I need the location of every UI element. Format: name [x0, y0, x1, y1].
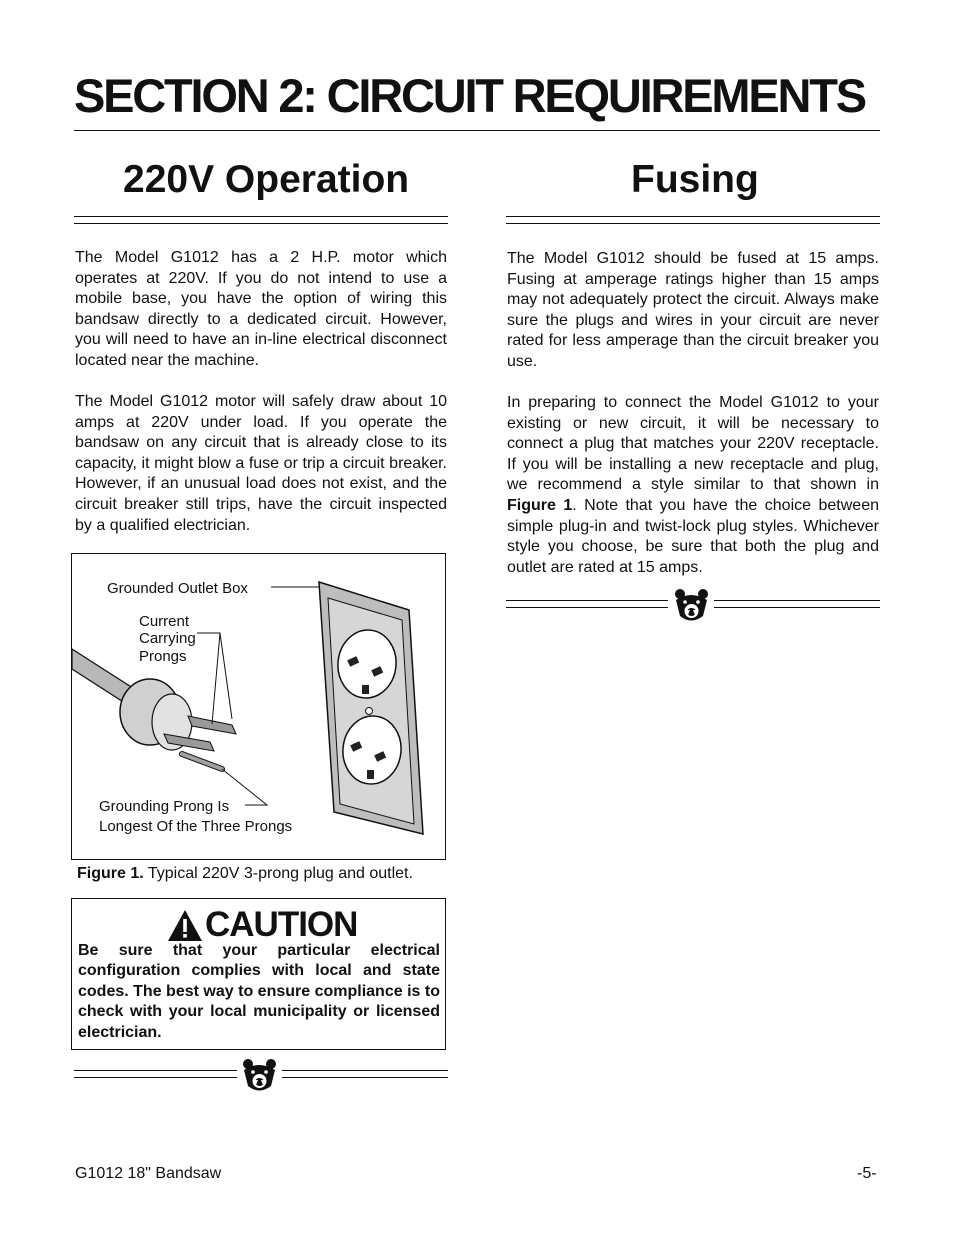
divider-rule-right — [282, 1070, 448, 1078]
divider-rule-left — [74, 1070, 237, 1078]
label-current-1: Current — [139, 613, 190, 630]
label-current-3: Prongs — [139, 648, 187, 665]
figure-1-illustration — [71, 553, 446, 860]
divider-rule-left-2 — [506, 600, 668, 608]
paragraph-220v-1: The Model G1012 has a 2 H.P. motor which operates at 220V. If you do not intend to use a mobile base, you have the option of wiring this bandsaw directly to a dedicated circuit. However, you will need to have an in-line electrical disconnect located near the machine. — [75, 249, 447, 369]
divider-rule-right-2 — [714, 600, 880, 608]
heading-double-rule-right — [506, 216, 880, 224]
bear-logo-icon — [241, 1058, 278, 1094]
figure-1-reference: Figure 1 — [507, 496, 573, 514]
footer-model: G1012 18" Bandsaw — [75, 1165, 222, 1182]
paragraph-fusing-2-a: In preparing to connect the Model G1012 to your existing or new circuit, it will be necessary to connect a plug that matches your 220V receptacle. If you will be installing a new receptacle and plug, we recommend a style similar to that shown in — [507, 394, 879, 494]
heading-fusing: Fusing — [631, 158, 759, 201]
figure-caption-text: Typical 220V 3-prong plug and outlet. — [143, 865, 413, 882]
paragraph-fusing-2-b: . Note that you have the choice between simple plug-in and twist-lock plug styles. Whichever style you choose, be sure that both the plug and outlet are rated at 15 amps. — [507, 496, 879, 576]
label-grounding-1: Grounding Prong Is — [99, 798, 230, 815]
warning-triangle-icon — [167, 909, 203, 942]
label-grounded-outlet-box: Grounded Outlet Box — [107, 580, 248, 597]
page-title: SECTION 2: CIRCUIT REQUIREMENTS — [74, 69, 865, 122]
plug-outlet-diagram — [72, 554, 445, 859]
label-grounding-2: Longest Of the Three Prongs — [99, 818, 293, 835]
heading-double-rule — [74, 216, 448, 224]
figure-caption-label: Figure 1. — [77, 865, 144, 882]
figure-1-caption — [77, 864, 413, 884]
label-current-2: Carrying — [139, 630, 196, 647]
caution-header — [167, 905, 357, 945]
caution-title: CAUTION — [205, 905, 358, 944]
caution-text: Be sure that your particular electrical configuration complies with local and state codes. The best way to ensure compliance is to check with your local municipality or licensed electrician. — [78, 942, 440, 1041]
paragraph-fusing-1: The Model G1012 should be fused at 15 amps. Fusing at amperage ratings higher than 15 amps may not adequately protect the circuit. Always make sure the plugs and wires in your circuit are never rated for less amperage than the circuit breaker you use. — [507, 250, 879, 370]
paragraph-220v-2: The Model G1012 motor will safely draw about 10 amps at 220V under load. If you operate the bandsaw on any circuit that is already close to its capacity, it might blow a fuse or trip a circuit breaker. However, if an unusual load does not exist, and the circuit breaker still trips, have the circuit inspected by a qualified electrician. — [75, 393, 447, 534]
heading-220v-operation: 220V Operation — [123, 158, 410, 201]
bear-logo-icon — [673, 588, 710, 624]
caution-box — [71, 898, 446, 1050]
title-rule — [74, 130, 880, 131]
footer-page-number: -5- — [857, 1165, 877, 1182]
paragraph-fusing-2 — [507, 393, 879, 578]
